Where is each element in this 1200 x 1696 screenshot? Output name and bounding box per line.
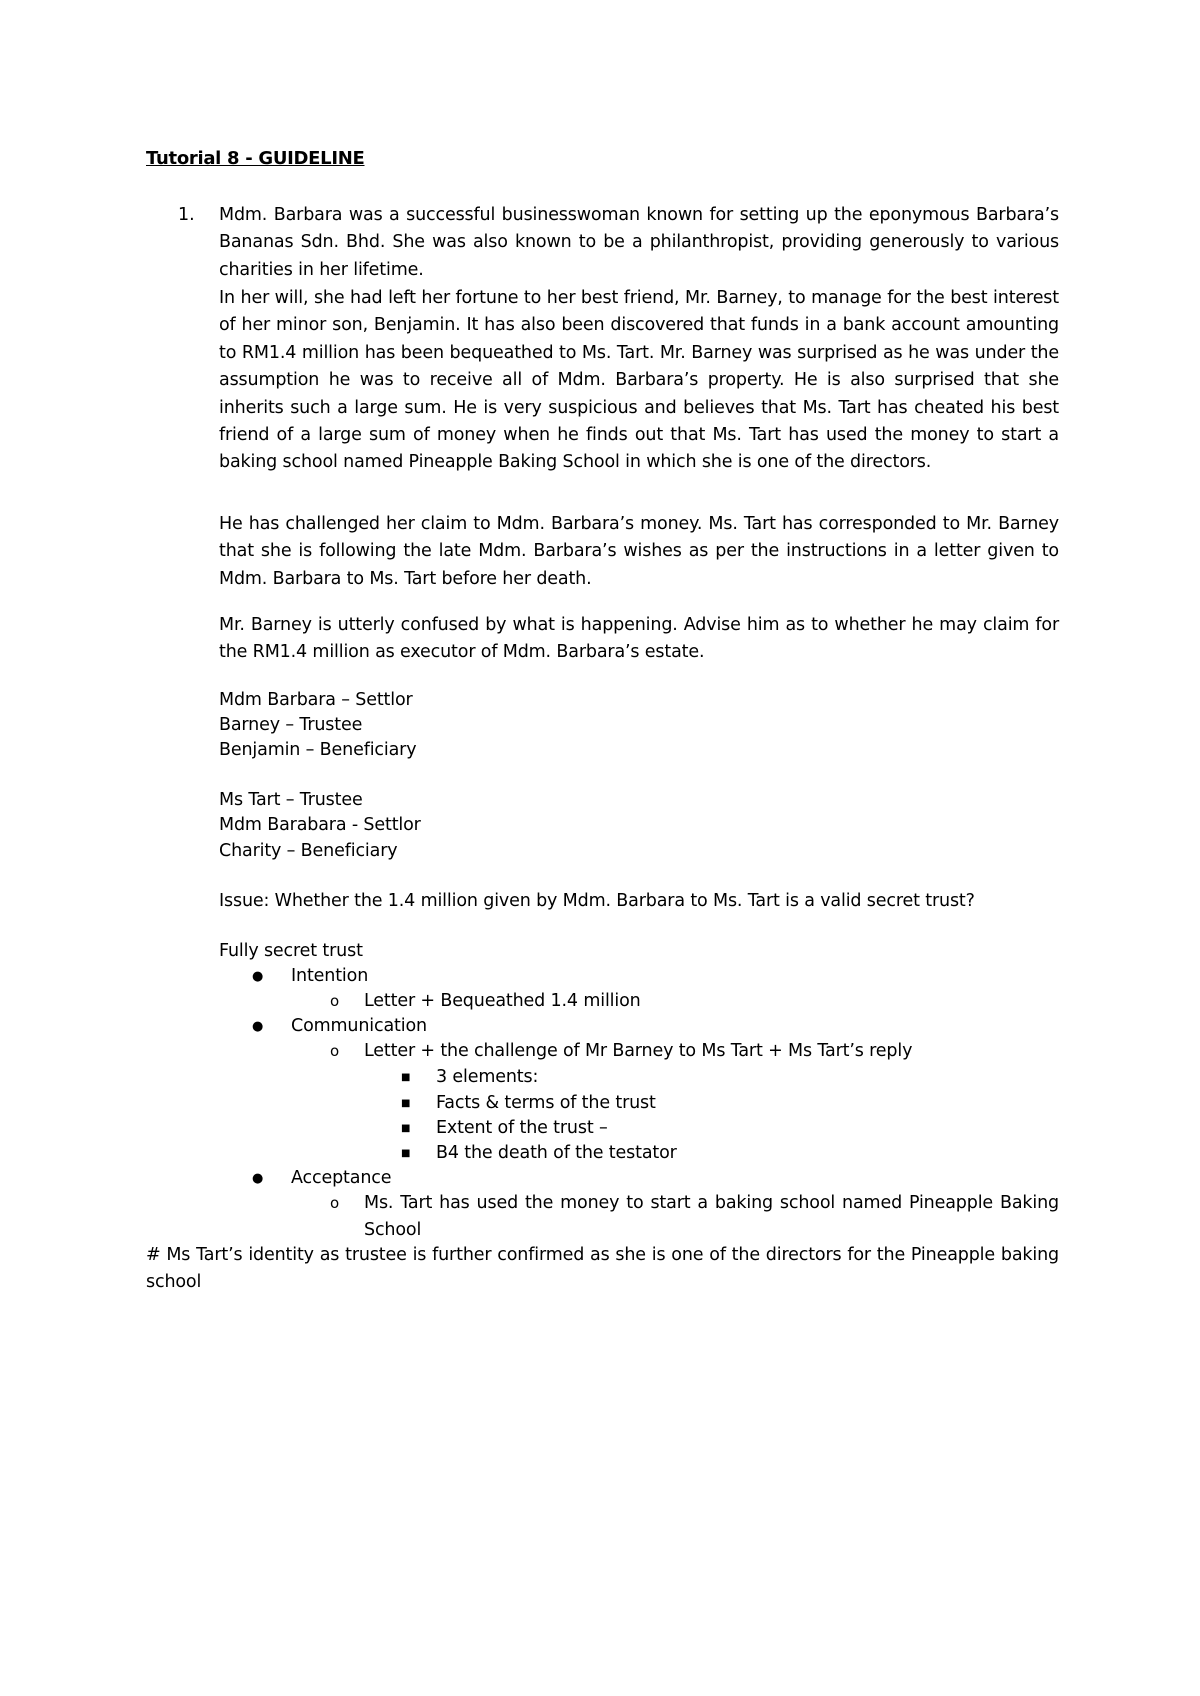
circle-bullet-icon: o [330,1194,340,1212]
closing-note: # Ms Tart’s identity as trustee is further confirmed as she is one of the directors for the Pineapple baking school [146,1245,1059,1293]
outline-subitem: Ms. Tart has used the money to start a baking school named Pineapple Baking School [364,1193,1059,1241]
paragraph-will: In her will, she had left her fortune to her best friend, Mr. Barney, to manage for the best interest of her minor son, Benjamin. It has also been discovered that funds in a bank account amounting to RM1.4 million has been bequeathed to Ms. Tart. Mr. Barney was surprised as he was under the assumption he was to receive all of Mdm. Barbara’s property. He is also surprised that she inherits such a large sum. He is very suspicious and believes that Ms. Tart has cheated his best friend of a large sum of money when he finds out that Ms. Tart has used the money to start a baking school named Pineapple Baking School in which she is one of the directors. [219,288,1059,473]
circle-bullet-icon: o [330,1042,340,1060]
section-heading: Fully secret trust [219,941,363,961]
paragraph-challenge: He has challenged her claim to Mdm. Barbara’s money. Ms. Tart has corresponded to Mr. Barney that she is following the late Mdm. Barbara’s wishes as per the instructions in a letter given to Mdm. Barbara to Ms. Tart before her death. [219,514,1059,589]
square-bullet-icon: ■ [401,1098,411,1109]
role-line: Charity – Beneficiary [219,841,398,861]
bullet-icon: ● [252,1171,264,1186]
outline-detail: 3 elements: [436,1067,539,1087]
role-line: Mdm Barbara – Settlor [219,690,413,710]
question-number: 1. [178,205,195,225]
paragraph-question: Mr. Barney is utterly confused by what is happening. Advise him as to whether he may claim for the RM1.4 million as executor of Mdm. Barbara’s estate. [219,615,1059,663]
page-title: Tutorial 8 - GUIDELINE [146,148,365,169]
paragraph-intro: Mdm. Barbara was a successful businesswoman known for setting up the eponymous Barbara’s Bananas Sdn. Bhd. She was also known to be a philanthropist, providing generously to various charities in her lifetime. [219,205,1059,280]
outline-item-intention: Intention [291,966,369,986]
role-line: Barney – Trustee [219,715,363,735]
role-line: Mdm Barabara - Settlor [219,815,421,835]
circle-bullet-icon: o [330,992,340,1010]
outline-item-acceptance: Acceptance [291,1168,392,1188]
outline-subitem: Letter + Bequeathed 1.4 million [364,991,641,1011]
outline-detail: Facts & terms of the trust [436,1093,656,1113]
issue-statement: Issue: Whether the 1.4 million given by Mdm. Barbara to Ms. Tart is a valid secret trust? [219,891,975,911]
bullet-icon: ● [252,1019,264,1034]
outline-item-communication: Communication [291,1016,427,1036]
bullet-icon: ● [252,969,264,984]
square-bullet-icon: ■ [401,1072,411,1083]
outline-subitem: Letter + the challenge of Mr Barney to Ms Tart + Ms Tart’s reply [364,1041,913,1061]
square-bullet-icon: ■ [401,1123,411,1134]
outline-detail: Extent of the trust – [436,1118,608,1138]
role-line: Benjamin – Beneficiary [219,740,417,760]
square-bullet-icon: ■ [401,1148,411,1159]
role-line: Ms Tart – Trustee [219,790,363,810]
outline-detail: B4 the death of the testator [436,1143,677,1163]
